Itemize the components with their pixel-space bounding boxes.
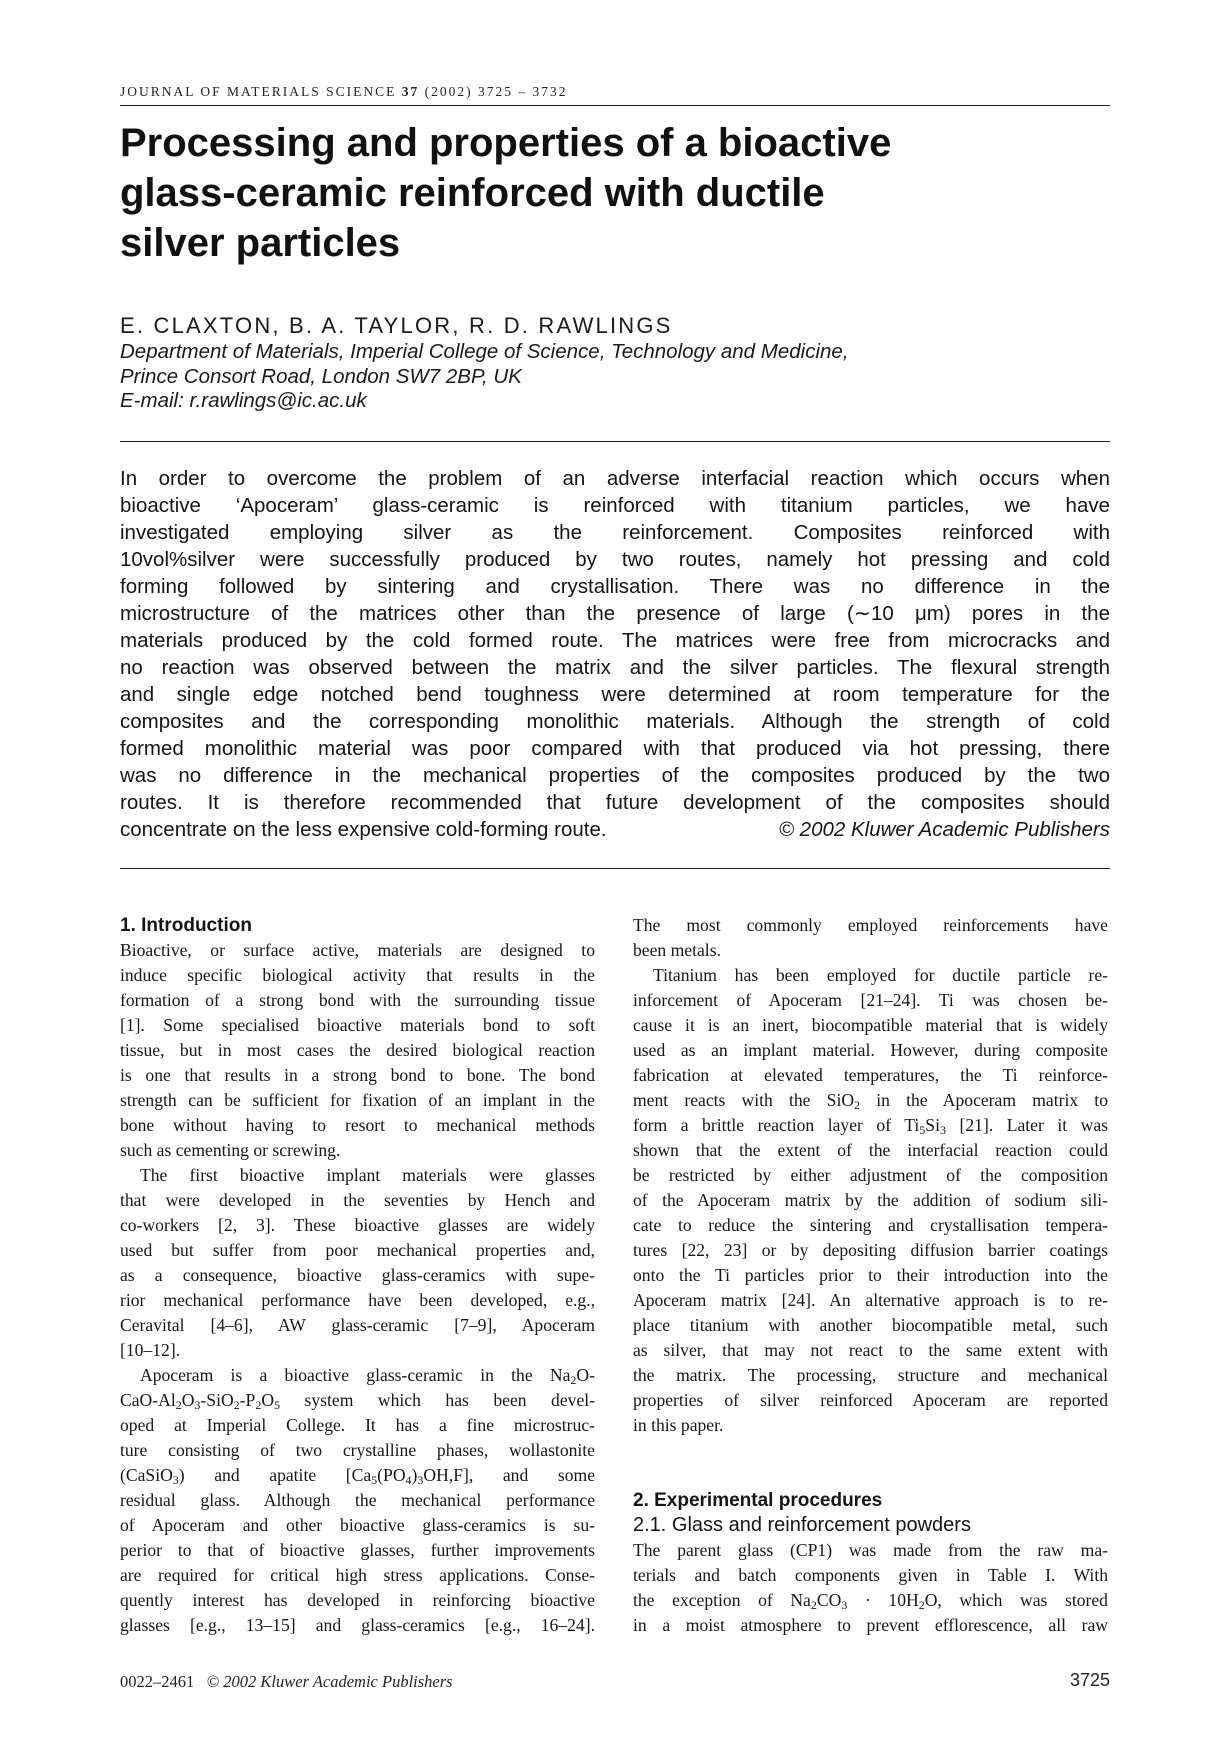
section-heading: 1. Introduction xyxy=(120,915,252,936)
body-line: The parent glass (CP1) was made from the raw ma- xyxy=(633,1540,1108,1560)
body-line: oped at Imperial College. It has a fine microstruc- xyxy=(120,1415,595,1435)
body-line: ment reacts with the SiO$_2$ in the Apoceram matrix to xyxy=(633,1090,1108,1112)
body-line: co-workers [2, 3]. These bioactive glasses are widely xyxy=(120,1215,595,1235)
affiliation-line: Prince Consort Road, London SW7 2BP, UK xyxy=(120,364,522,388)
abstract-line: was no difference in the mechanical properties of the composites produced by the two xyxy=(120,764,1110,787)
body-line: of Apoceram and other bioactive glass-ceramics is su- xyxy=(120,1515,595,1535)
section-gap xyxy=(633,1438,1108,1463)
abstract-line: formed monolithic material was poor compared with that produced via hot pressing, there xyxy=(120,737,1110,760)
journal-name: JOURNAL OF MATERIALS SCIENCE xyxy=(120,84,397,99)
body-line: tissue, but in most cases the desired biological reaction xyxy=(120,1040,595,1060)
abstract-last-line xyxy=(120,816,1110,843)
body-line: cause it is an inert, biocompatible material that is widely xyxy=(633,1015,1108,1035)
body-line: used as an implant material. However, during composite xyxy=(633,1040,1108,1060)
body-line: bone without having to resort to mechanical methods xyxy=(120,1115,595,1135)
journal-volume: 37 xyxy=(401,84,420,99)
section-gap xyxy=(633,1463,1108,1488)
body-line: CaO-$Al_2O_3-SiO_2-P_2O_5$ system which has been devel- xyxy=(120,1390,595,1412)
body-line: strength can be sufficient for fixation of an implant in the xyxy=(120,1090,595,1110)
body-line: used but suffer from poor mechanical properties and, xyxy=(120,1240,595,1260)
body-line: cate to reduce the sintering and crystallisation tempera- xyxy=(633,1215,1108,1235)
title-line: Processing and properties of a bioactive xyxy=(120,121,892,165)
body-line: shown that the extent of the interfacial reaction could xyxy=(633,1140,1108,1160)
affiliation xyxy=(120,340,1110,414)
body-line: Bioactive, or surface active, materials are designed to xyxy=(120,940,595,960)
body-line: place titanium with another biocompatible metal, such xyxy=(633,1315,1108,1335)
body-line: inforcement of Apoceram [21–24]. Ti was chosen be- xyxy=(633,990,1108,1010)
affiliation-line: Department of Materials, Imperial College of Science, Technology and Medicine, xyxy=(120,340,849,363)
abstract-line: 10vol%silver were successfully produced by two routes, namely hot pressing and cold xyxy=(120,548,1110,571)
body-line: tures [22, 23] or by depositing diffusion barrier coatings xyxy=(633,1240,1108,1260)
abstract-line: microstructure of the matrices other than the presence of large (∼10 μm) pores in the xyxy=(120,602,1110,625)
abstract-line: investigated employing silver as the reinforcement. Composites reinforced with xyxy=(120,521,1110,544)
body-line: Apoceram matrix [24]. An alternative approach is to re- xyxy=(633,1290,1108,1310)
body-line: such as cementing or screwing. xyxy=(120,1140,341,1160)
abstract-line: routes. It is therefore recommended that future development of the composites should xyxy=(120,791,1110,814)
body-line: Apoceram is a bioactive glass-ceramic in the $Na_2O-$ xyxy=(140,1365,595,1387)
abstract-bottom-rule xyxy=(120,868,1110,869)
body-line: as silver, that may not react to the same extent with xyxy=(633,1340,1108,1360)
body-line: ture consisting of two crystalline phases, wollastonite xyxy=(120,1440,595,1460)
abstract-copyright: © 2002 Kluwer Academic Publishers xyxy=(778,818,1110,841)
body-line: as a consequence, bioactive glass-ceramics with supe- xyxy=(120,1265,595,1285)
body-line: perior to that of bioactive glasses, further improvements xyxy=(120,1540,595,1560)
body-line: quently interest has developed in reinforcing bioactive xyxy=(120,1590,595,1610)
body-line: induce specific biological activity that results in the xyxy=(120,965,595,985)
right-column xyxy=(633,913,1108,1638)
body-line: been metals. xyxy=(633,940,721,960)
body-line: are required for critical high stress applications. Conse- xyxy=(120,1565,595,1585)
body-line: rior mechanical performance have been developed, e.g., xyxy=(120,1290,595,1310)
title-line: glass-ceramic reinforced with ductile xyxy=(120,171,825,215)
footer-issn-copyright xyxy=(120,1672,453,1692)
body-line: glasses [e.g., 13–15] and glass-ceramics [e.g., 16–24]. xyxy=(120,1615,595,1635)
abstract xyxy=(120,465,1110,843)
body-line: be restricted by either adjustment of the composition xyxy=(633,1165,1108,1185)
body-line: residual glass. Although the mechanical performance xyxy=(120,1490,595,1510)
body-line: in this paper. xyxy=(633,1415,724,1435)
body-line: onto the Ti particles prior to their introduction into the xyxy=(633,1265,1108,1285)
body-line: The most commonly employed reinforcements have xyxy=(633,915,1108,935)
body-line: in a moist atmosphere to prevent efflorescence, all raw xyxy=(633,1615,1108,1635)
body-line: properties of silver reinforced Apoceram are reported xyxy=(633,1390,1108,1410)
header-rule xyxy=(120,105,1110,106)
body-line: [10–12]. xyxy=(120,1340,181,1360)
left-column xyxy=(120,913,595,1638)
body-line: [1]. Some specialised bioactive materials bond to soft xyxy=(120,1015,595,1035)
body-line: Ceravital [4–6], AW glass-ceramic [7–9], Apoceram xyxy=(120,1315,595,1335)
abstract-line: no reaction was observed between the matrix and the silver particles. The flexural strength xyxy=(120,656,1110,679)
author-list: E. CLAXTON, B. A. TAYLOR, R. D. RAWLINGS xyxy=(120,313,673,338)
body-line: the exception of $Na_2CO_3 \cdot 10H_2O$, which was stored xyxy=(633,1590,1108,1612)
body-line: terials and batch components given in Table I. With xyxy=(633,1565,1108,1585)
abstract-line: materials produced by the cold formed route. The matrices were free from microcracks and xyxy=(120,629,1110,652)
body-line: is one that results in a strong bond to bone. The bond xyxy=(120,1065,595,1085)
abstract-line: concentrate on the less expensive cold-forming route. xyxy=(120,818,607,841)
body-line: of the Apoceram matrix by the addition of sodium sili- xyxy=(633,1190,1108,1210)
body-line: that were developed in the seventies by Hench and xyxy=(120,1190,595,1210)
abstract-line: composites and the corresponding monolithic materials. Although the strength of cold xyxy=(120,710,1110,733)
section-heading: 2. Experimental procedures xyxy=(633,1490,883,1511)
page-number: 3725 xyxy=(1069,1670,1110,1690)
abstract-line: forming followed by sintering and crystallisation. There was no difference in the xyxy=(120,575,1110,598)
journal-year-pages: (2002) 3725 – 3732 xyxy=(424,84,568,99)
abstract-top-rule xyxy=(120,441,1110,442)
abstract-line: bioactive ‘Apoceram’ glass-ceramic is reinforced with titanium particles, we have xyxy=(120,494,1110,517)
abstract-line: and single edge notched bend toughness were determined at room temperature for the xyxy=(120,683,1110,706)
paper-title xyxy=(120,118,1110,268)
title-line: silver particles xyxy=(120,221,401,265)
footer-copyright: © 2002 Kluwer Academic Publishers xyxy=(206,1672,453,1691)
body-line: formation of a strong bond with the surrounding tissue xyxy=(120,990,595,1010)
body-line: The first bioactive implant materials were glasses xyxy=(140,1165,595,1185)
body-line: Titanium has been employed for ductile particle re- xyxy=(653,965,1108,985)
email-line: E-mail: r.rawlings@ic.ac.uk xyxy=(120,389,367,412)
abstract-line: In order to overcome the problem of an adverse interfacial reaction which occurs when xyxy=(120,467,1110,490)
subsection-heading: 2.1. Glass and reinforcement powders xyxy=(633,1514,971,1536)
running-head xyxy=(120,84,1110,100)
issn: 0022–2461 xyxy=(120,1672,195,1691)
body-line: (CaSiO$_3$) and apatite $[Ca_5(PO_4)_3OH,F]$, and some xyxy=(120,1465,595,1487)
body-line: the matrix. The processing, structure and mechanical xyxy=(633,1365,1108,1385)
body-line: form a brittle reaction layer of $Ti_5Si_3$ [21]. Later it was xyxy=(633,1115,1108,1137)
body-line: fabrication at elevated temperatures, the Ti reinforce- xyxy=(633,1065,1108,1085)
